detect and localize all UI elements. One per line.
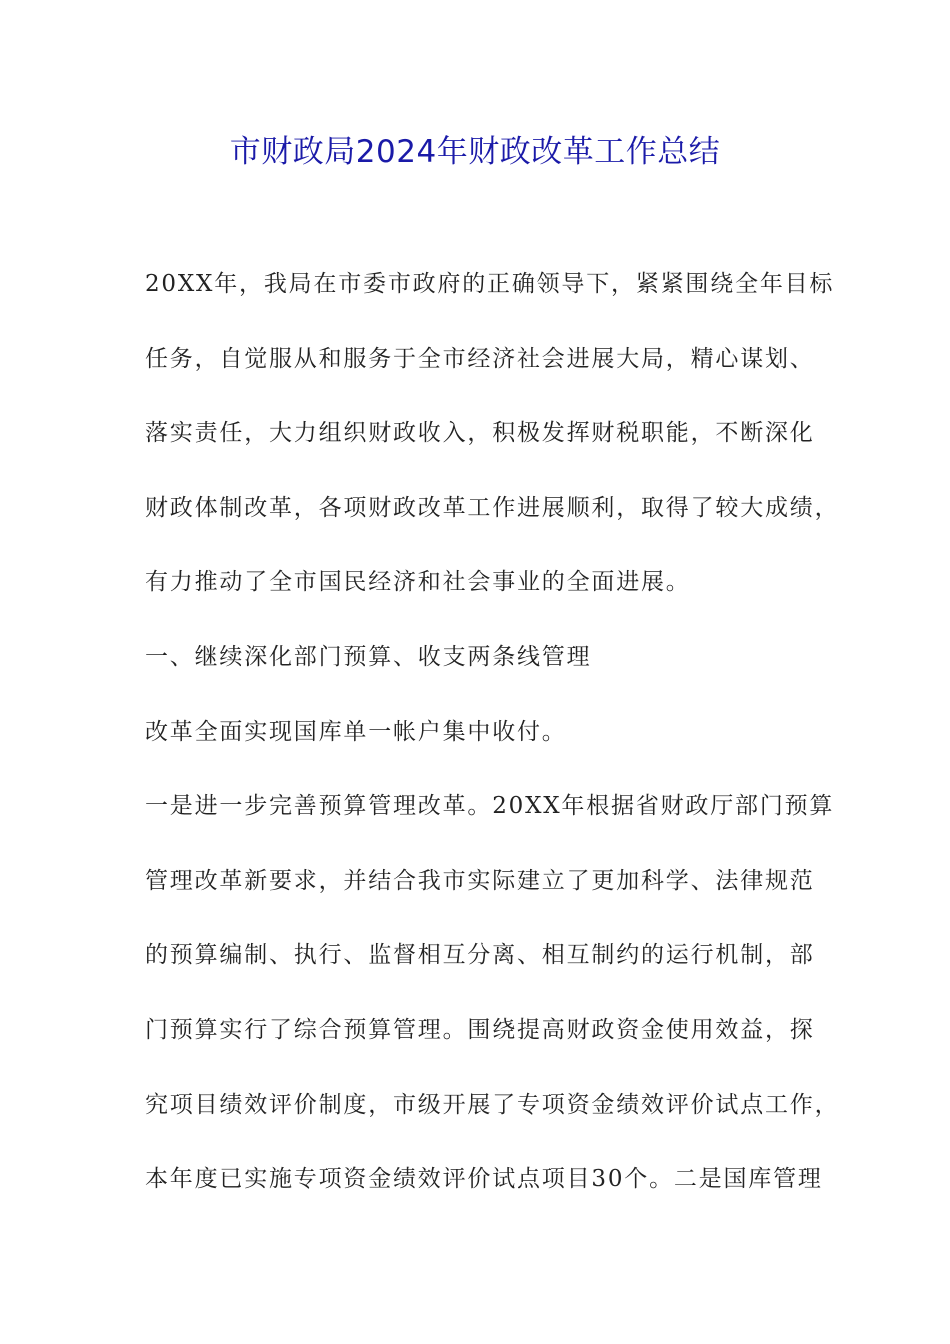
paragraph-line: 改革全面实现国库单一帐户集中收付。	[145, 718, 567, 745]
paragraph-line: 20XX年，我局在市委市政府的正确领导下，紧紧围绕全年目标	[145, 271, 835, 297]
paragraph-line: 管理改革新要求，并结合我市实际建立了更加科学、法律规范	[145, 867, 815, 894]
paragraph-line: 一是进一步完善预算管理改革。20XX年根据省财政厅部门预算	[145, 793, 835, 820]
paragraph-line: 门预算实行了综合预算管理。围绕提高财政资金使用效益，探	[145, 1016, 815, 1043]
document-body	[145, 262, 840, 1232]
paragraph-line: 的预算编制、执行、监督相互分离、相互制约的运行机制，部	[145, 942, 815, 969]
paragraph-line: 落实责任，大力组织财政收入，积极发挥财税职能，不断深化	[145, 420, 815, 447]
paragraph-line: 有力推动了全市国民经济和社会事业的全面进展。	[145, 569, 691, 596]
paragraph-line: 任务，自觉服从和服务于全市经济社会进展大局，精心谋划、	[145, 345, 815, 372]
paragraph-line: 究项目绩效评价制度，市级开展了专项资金绩效评价试点工作，	[145, 1091, 840, 1118]
document-title: 市财政局2024年财政改革工作总结	[229, 134, 721, 170]
section-heading: 一、继续深化部门预算、收支两条线管理	[145, 643, 592, 670]
paragraph-line: 本年度已实施专项资金绩效评价试点项目30个。二是国库管理	[145, 1166, 823, 1193]
paragraph-line: 财政体制改革，各项财政改革工作进展顺利，取得了较大成绩，	[145, 494, 840, 521]
